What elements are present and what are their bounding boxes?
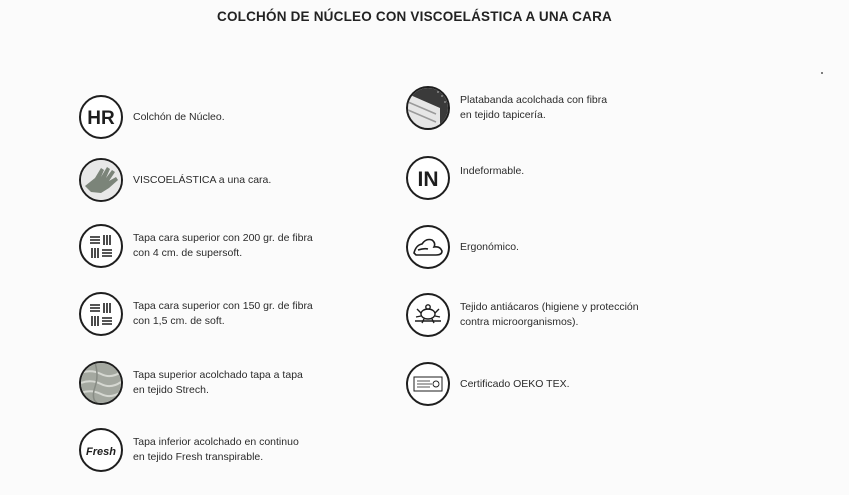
feature-text	[460, 164, 524, 179]
feature-line: con 4 cm. de supersoft.	[133, 247, 243, 259]
feature-line: en tejido Fresh transpirable.	[133, 451, 264, 463]
feature-text	[460, 377, 570, 392]
ergonomic-pillow-icon	[406, 225, 450, 269]
feature-fiber-200	[79, 224, 313, 268]
feature-oeko-tex	[406, 362, 570, 406]
feature-text	[133, 110, 225, 125]
in-icon-text: IN	[417, 168, 439, 191]
fiber-layers-icon	[79, 292, 123, 336]
hr-icon-text: HR	[87, 108, 115, 129]
hr-icon	[79, 95, 123, 139]
feature-line: VISCOELÁSTICA a una cara.	[133, 173, 272, 186]
feature-line: Tapa superior acolchado tapa a tapa	[133, 369, 303, 381]
feature-line: Ergonómico.	[460, 240, 519, 253]
feature-hr	[79, 95, 225, 139]
fiber-layers-icon	[79, 224, 123, 268]
feature-line: en tejido Strech.	[133, 384, 209, 396]
feature-text	[133, 368, 303, 398]
oeko-tex-icon	[406, 362, 450, 406]
feature-text	[460, 300, 639, 330]
feature-line: Colchón de Núcleo.	[133, 110, 225, 123]
feature-ergonomico	[406, 225, 519, 269]
feature-antiacaros	[406, 293, 639, 337]
quilted-fabric-icon	[79, 361, 123, 405]
in-icon	[406, 156, 450, 200]
feature-line: Tapa inferior acolchado en continuo	[133, 436, 299, 448]
feature-line: contra microorganismos).	[460, 316, 579, 328]
feature-indeformable	[406, 156, 524, 200]
fresh-icon-text: Fresh	[86, 446, 116, 458]
fresh-icon	[79, 428, 123, 472]
feature-text	[133, 173, 271, 188]
feature-line: con 1,5 cm. de soft.	[133, 315, 225, 327]
hand-print-icon	[79, 158, 123, 202]
feature-quilted	[79, 361, 303, 405]
feature-line: en tejido tapicería.	[460, 109, 546, 121]
feature-text	[133, 435, 299, 465]
feature-text	[460, 240, 519, 255]
feature-line: Platabanda acolchada con fibra	[460, 94, 608, 106]
feature-fresh	[79, 428, 299, 472]
feature-visco	[79, 158, 271, 202]
feature-line: Tejido antiácaros (higiene y protección	[460, 301, 639, 313]
feature-text	[133, 299, 313, 329]
feature-line: Tapa cara superior con 150 gr. de fibra	[133, 300, 313, 312]
title-text: COLCHÓN DE NÚCLEO CON VISCOELÁSTICA A UNA CARA	[217, 9, 612, 24]
stray-dot	[821, 72, 823, 74]
feature-line: Certificado OEKO TEX.	[460, 377, 570, 390]
feature-fiber-150	[79, 292, 313, 336]
page-title	[0, 9, 849, 24]
feature-line: Indeformable.	[460, 164, 525, 177]
feature-text	[133, 231, 313, 261]
border-panel-icon	[406, 86, 450, 130]
feature-text	[460, 93, 607, 123]
feature-platabanda	[406, 86, 607, 130]
anti-mite-icon	[406, 293, 450, 337]
feature-line: Tapa cara superior con 200 gr. de fibra	[133, 232, 313, 244]
